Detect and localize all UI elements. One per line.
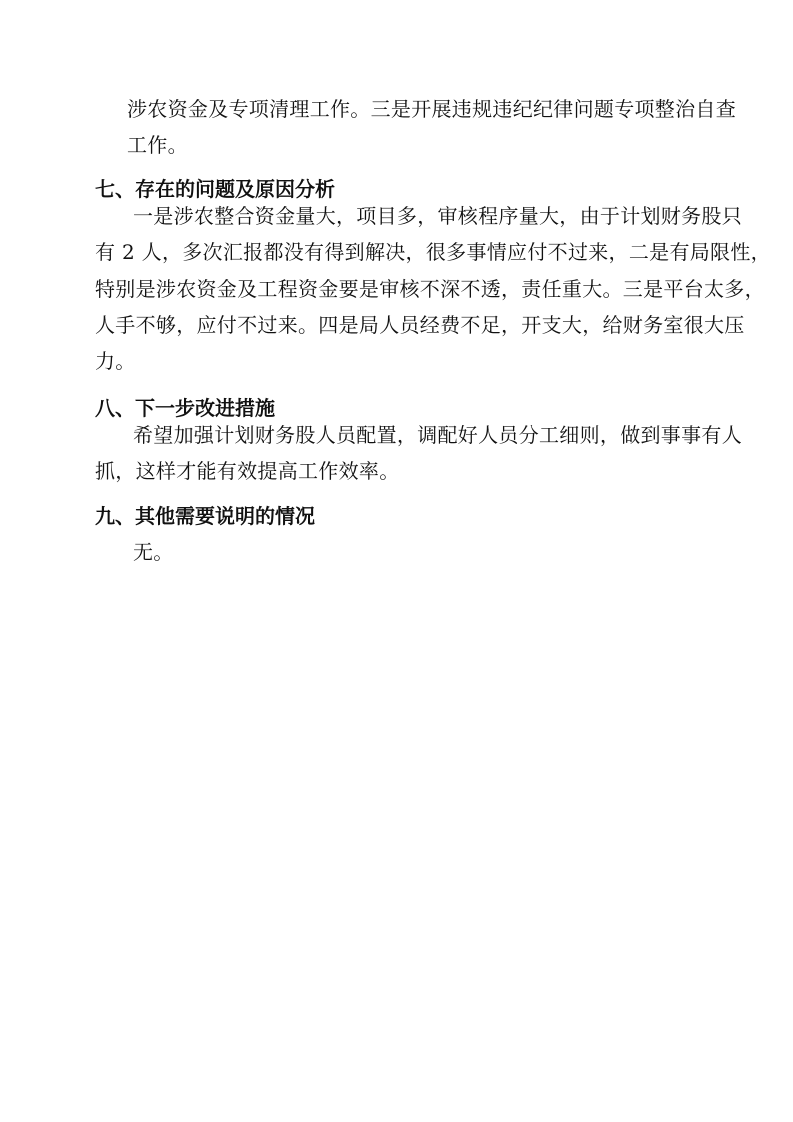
- section-7-line-1: 一是涉农整合资金量大，项目多，审核程序量大，由于计划财务股只: [133, 204, 742, 228]
- section-8-heading: 八、下一步改进措施: [95, 396, 275, 420]
- section-8-line-1: 希望加强计划财务股人员配置，调配好人员分工细则，做到事事有人: [133, 423, 742, 447]
- continuation-line-2: 工作。: [127, 133, 188, 157]
- section-9-line-1: 无。: [133, 540, 174, 564]
- section-7-line-2: 有 2 人，多次汇报都没有得到解决，很多事情应付不过来，二是有局限性，: [95, 240, 771, 264]
- section-7-heading: 七、存在的问题及原因分析: [95, 177, 335, 201]
- section-9-heading: 九、其他需要说明的情况: [95, 504, 315, 528]
- section-7-line-3: 特别是涉农资金及工程资金要是审核不深不透，责任重大。三是平台太多，: [95, 277, 765, 301]
- section-8-line-2: 抓，这样才能有效提高工作效率。: [95, 459, 400, 483]
- continuation-line-1: 涉农资金及专项清理工作。三是开展违规违纪纪律问题专项整治自查: [127, 97, 736, 121]
- section-7-line-5: 力。: [95, 349, 136, 373]
- section-7-line-4: 人手不够，应付不过来。四是局人员经费不足，开支大，给财务室很大压: [95, 313, 745, 337]
